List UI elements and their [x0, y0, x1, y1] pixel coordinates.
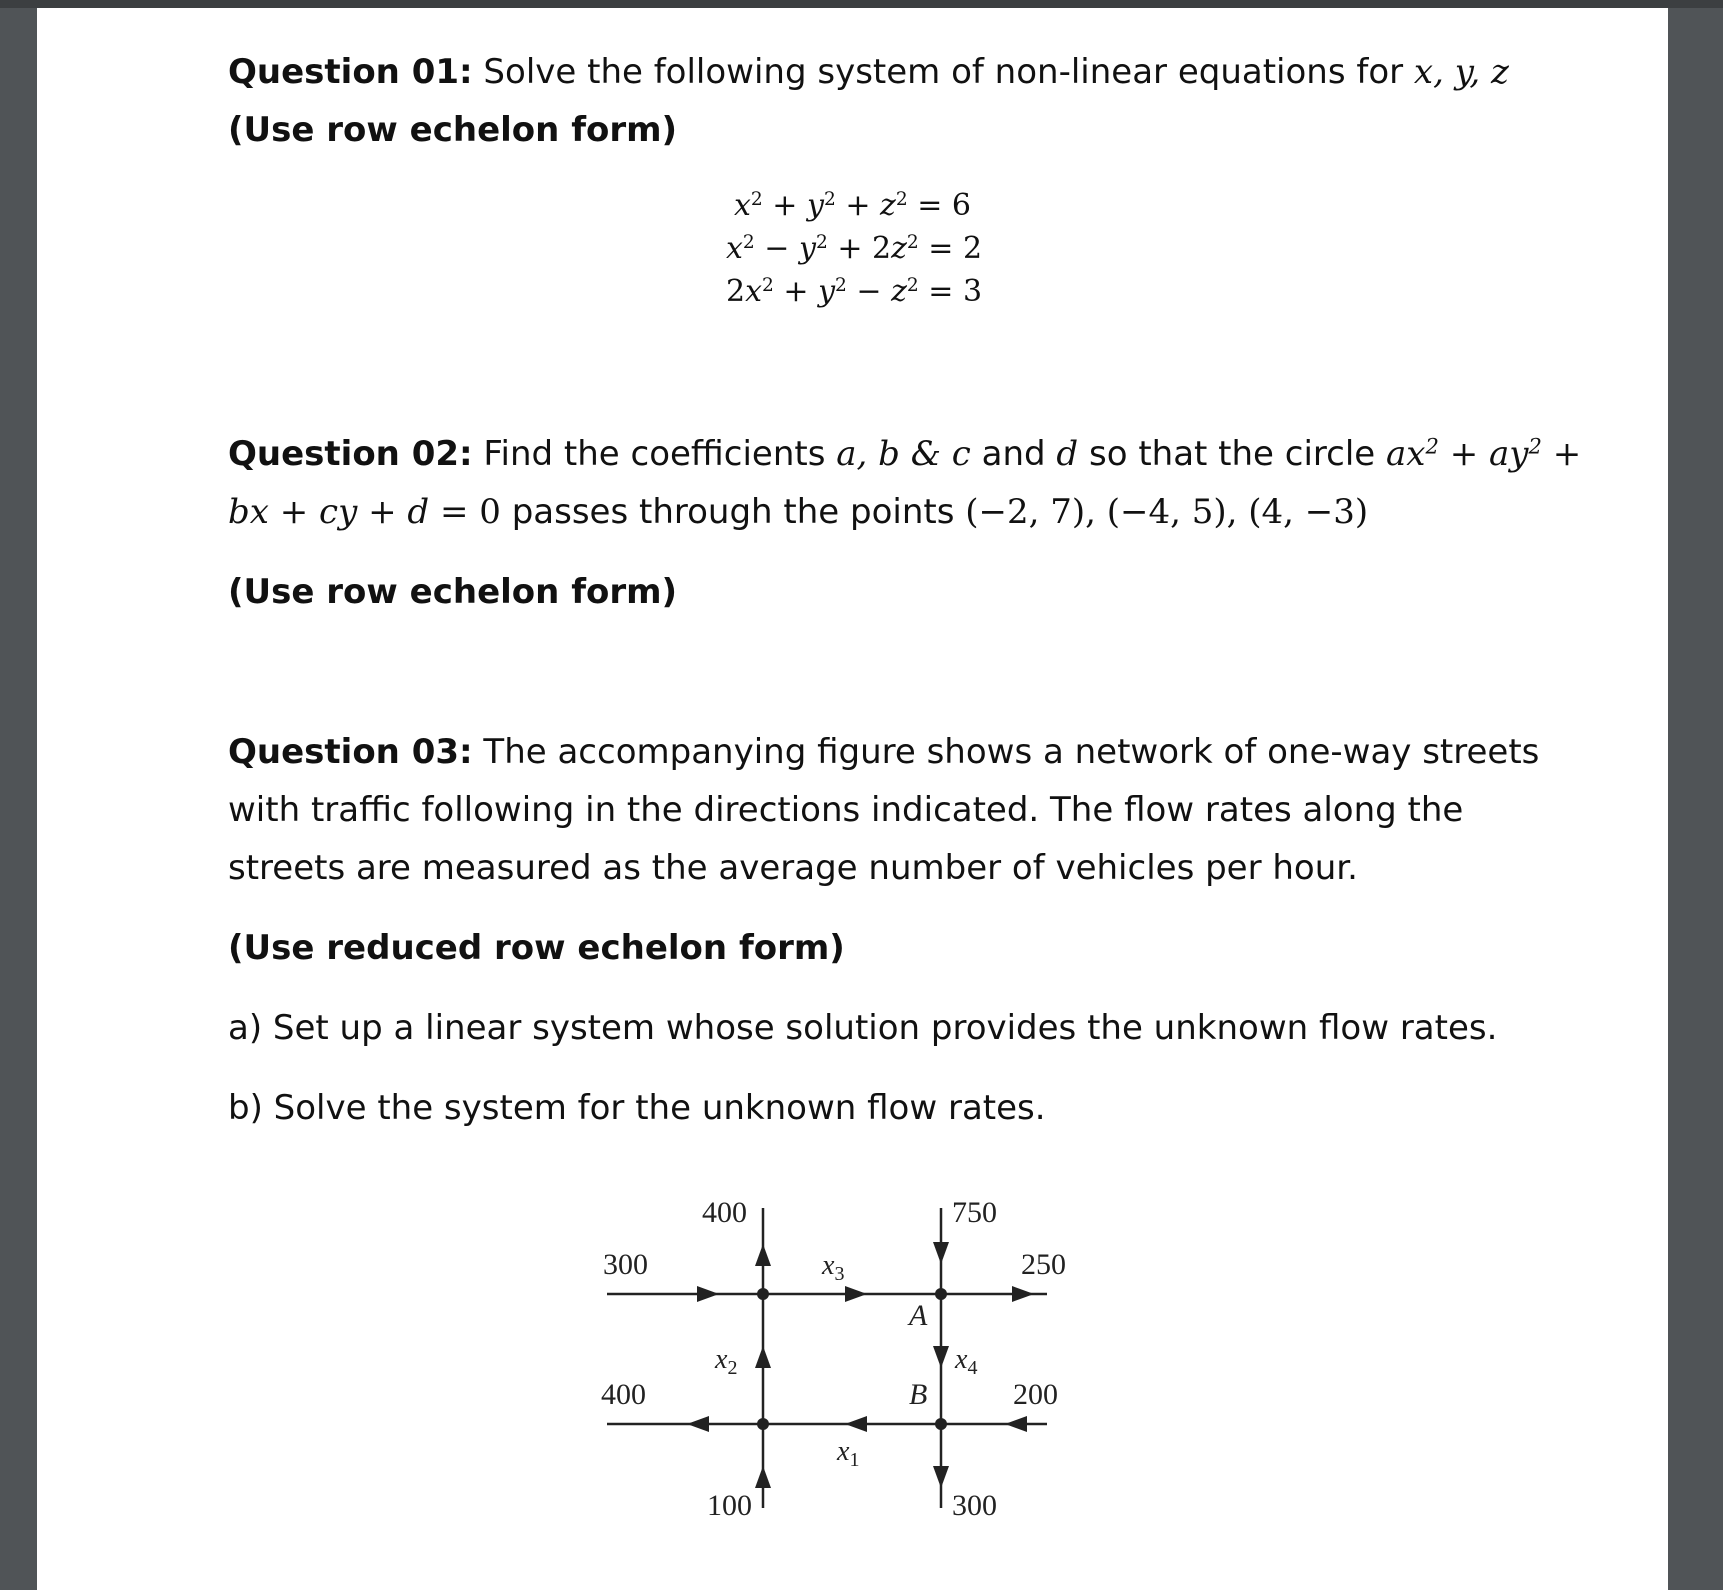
- document-page: [37, 8, 1668, 1590]
- var-label-x1: $x_1$: [837, 1436, 860, 1471]
- node-label-a: A: [909, 1299, 928, 1332]
- q2-coef-abc: a, b & c: [836, 434, 971, 474]
- label-out-left-bottom: 400: [601, 1378, 646, 1411]
- var-label-x3: $x_3$: [822, 1250, 845, 1285]
- traffic-network-figure: [597, 1178, 1157, 1528]
- q2-statement-line1: [228, 434, 1581, 474]
- q3-statement-line1: [228, 732, 1539, 772]
- arrow-out-400: [687, 1416, 709, 1432]
- arrow-in-750: [933, 1242, 949, 1264]
- label-out-down-bottom: 300: [952, 1489, 997, 1522]
- q3-text-1: The accompanying figure shows a network of one-way streets: [472, 732, 1540, 772]
- q2-method: (Use row echelon form): [228, 572, 678, 612]
- q2-text-passes: passes through the points: [500, 492, 966, 532]
- junction-top-left: [757, 1288, 769, 1300]
- q3-label: Question 03:: [228, 732, 473, 772]
- q2-coef-d: d: [1056, 434, 1079, 474]
- q1-equation-3: $2x^2 + y^2 - z^2 = 3$: [726, 274, 983, 309]
- label-in-down-right: 750: [952, 1196, 997, 1229]
- q3-part-b: b) Solve the system for the unknown flow rates.: [228, 1088, 1046, 1128]
- q2-circle-eq-1: $ax^2 + ay^2$ +: [1386, 433, 1582, 474]
- q2-points: (−2, 7), (−4, 5), (4, −3): [965, 492, 1369, 532]
- q2-circle-eq-2: bx + cy + d = 0: [228, 492, 501, 532]
- q3-method: (Use reduced row echelon form): [228, 928, 845, 968]
- var-label-x4: $x_4$: [955, 1344, 978, 1379]
- label-in-left-top: 300: [603, 1248, 648, 1281]
- q2-text-a: Find the coefficients: [472, 434, 837, 474]
- q2-text-and: and: [970, 434, 1057, 474]
- junction-B: [935, 1418, 947, 1430]
- label-out-up-left: 400: [702, 1196, 747, 1229]
- arrow-in-100: [755, 1466, 771, 1488]
- q1-statement: [228, 52, 1509, 92]
- junction-A: [935, 1288, 947, 1300]
- node-label-b: B: [909, 1378, 928, 1411]
- junction-bottom-left: [757, 1418, 769, 1430]
- viewer-top-bar: [0, 0, 1723, 8]
- q1-method: (Use row echelon form): [228, 110, 678, 150]
- q1-label: Question 01:: [228, 52, 473, 92]
- arrow-x2: [755, 1346, 771, 1368]
- label-in-right-bottom: 200: [1013, 1378, 1058, 1411]
- q1-equation-2: $x^2 - y^2 + 2z^2 = 2$: [726, 231, 983, 266]
- q1-text: Solve the following system of non-linear equations for: [472, 52, 1414, 92]
- q2-label: Question 02:: [228, 434, 473, 474]
- arrow-x3: [845, 1286, 867, 1302]
- q3-statement-line3: streets are measured as the average number of vehicles per hour.: [228, 848, 1358, 888]
- var-label-x2: $x_2$: [715, 1344, 738, 1379]
- arrow-in-300: [697, 1286, 719, 1302]
- arrow-x1: [845, 1416, 867, 1432]
- arrow-in-200: [1005, 1416, 1027, 1432]
- arrow-out-250: [1012, 1286, 1034, 1302]
- q1-vars: x, y, z: [1413, 52, 1509, 92]
- label-out-right-top: 250: [1021, 1248, 1066, 1281]
- label-in-up-bottom: 100: [707, 1489, 752, 1522]
- arrow-out-400-up: [755, 1244, 771, 1266]
- arrow-out-300: [933, 1466, 949, 1488]
- q1-equation-1: $x^2 + y^2 + z^2 = 6$: [734, 188, 971, 223]
- q2-statement-line2: [228, 492, 1368, 532]
- q3-statement-line2: with traffic following in the directions indicated. The flow rates along the: [228, 790, 1464, 830]
- q2-text-circle: so that the circle: [1078, 434, 1387, 474]
- q3-part-a: a) Set up a linear system whose solution provides the unknown flow rates.: [228, 1008, 1498, 1048]
- arrow-x4: [933, 1346, 949, 1368]
